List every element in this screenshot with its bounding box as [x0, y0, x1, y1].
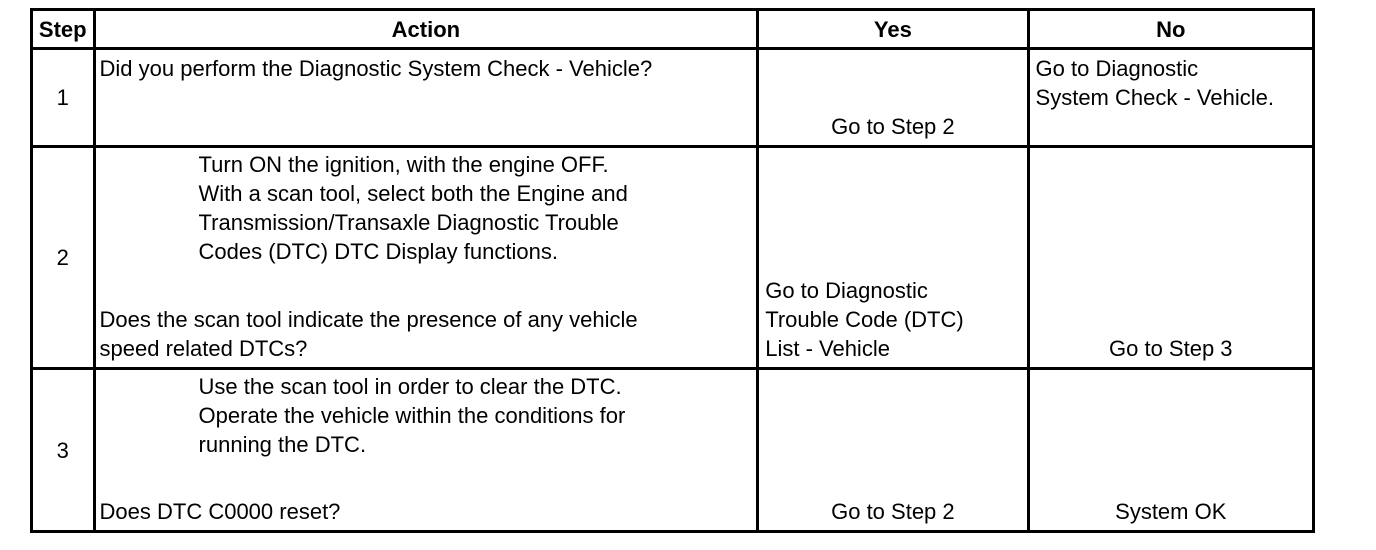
no-cell — [1028, 369, 1313, 532]
no-result-line: System Check - Vehicle. — [1035, 85, 1274, 110]
action-cell — [94, 49, 758, 147]
yes-cell — [758, 49, 1028, 147]
action-cell — [94, 369, 758, 532]
table-row — [32, 369, 1314, 532]
table-row — [32, 147, 1314, 369]
instruction-line: Transmission/Transaxle Diagnostic Trouble — [198, 210, 619, 235]
instruction-line: Codes (DTC) DTC Display functions. — [198, 239, 558, 264]
question-line: Does the scan tool indicate the presence of any vehicle — [99, 307, 638, 332]
yes-result-line: List - Vehicle — [765, 336, 890, 361]
header-step: Step — [32, 10, 95, 49]
no-cell — [1028, 147, 1313, 369]
instruction-line: With a scan tool, select both the Engine and — [198, 181, 628, 206]
header-no: No — [1028, 10, 1313, 49]
diagnostic-table — [30, 8, 1315, 533]
step-number: 2 — [32, 147, 95, 369]
table-row — [32, 49, 1314, 147]
action-question: Did you perform the Diagnostic System Check - Vehicle? — [99, 56, 653, 81]
yes-result: Go to Step 2 — [831, 114, 955, 139]
yes-result: Go to Step 2 — [831, 499, 955, 524]
header-action: Action — [94, 10, 758, 49]
no-result: System OK — [1115, 499, 1227, 524]
instruction-line: Use the scan tool in order to clear the DTC. — [198, 374, 622, 399]
instruction-list — [96, 370, 757, 459]
instruction-line: running the DTC. — [198, 432, 367, 457]
action-question — [100, 305, 753, 363]
instruction-line: Turn ON the ignition, with the engine OFF. — [198, 152, 609, 177]
step-number: 1 — [32, 49, 95, 147]
no-result: Go to Step 3 — [1109, 336, 1233, 361]
yes-cell — [758, 369, 1028, 532]
instruction-line: Operate the vehicle within the conditions for — [198, 403, 626, 428]
yes-result-line: Trouble Code (DTC) — [765, 307, 964, 332]
header-yes: Yes — [758, 10, 1028, 49]
no-cell — [1028, 49, 1313, 147]
no-result-line: Go to Diagnostic — [1035, 56, 1199, 81]
yes-cell — [758, 147, 1028, 369]
header-row — [32, 10, 1314, 49]
yes-result-line: Go to Diagnostic — [765, 278, 928, 303]
instruction-list — [96, 148, 757, 266]
step-number: 3 — [32, 369, 95, 532]
action-question: Does DTC C0000 reset? — [99, 499, 341, 524]
question-line: speed related DTCs? — [99, 336, 308, 361]
action-cell — [94, 147, 758, 369]
